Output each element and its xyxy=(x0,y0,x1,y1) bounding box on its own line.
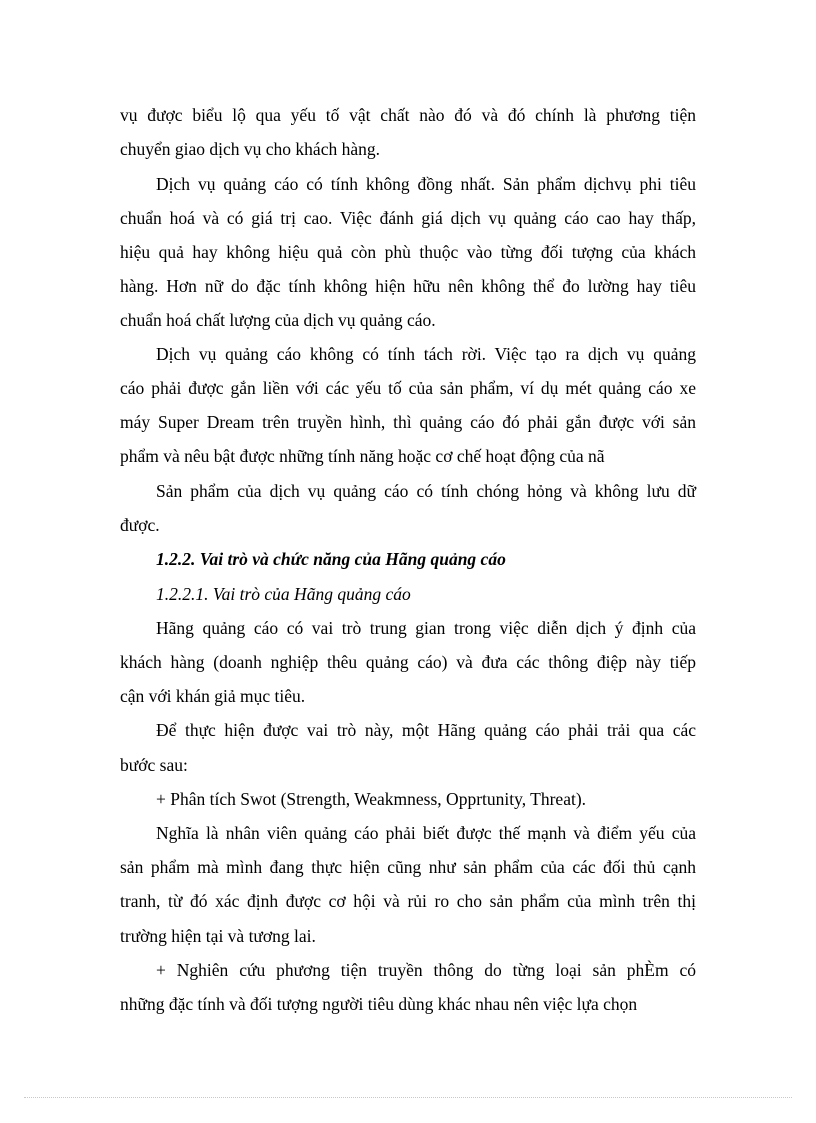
paragraph-line: tranh, từ đó xác định được cơ hội và rủi ro cho sản phẩm của mình trên thị xyxy=(120,891,696,911)
paragraph-line: Nghĩa là nhân viên quảng cáo phải biết được thế mạnh và điểm yếu của xyxy=(156,823,696,843)
paragraph-line: những đặc tính và đối tượng người tiêu dùng khác nhau nên việc lựa chọn xyxy=(120,994,638,1014)
paragraph-line: Hãng quảng cáo có vai trò trung gian trong việc diễn dịch ý định của xyxy=(156,618,696,638)
paragraph-line: vụ được biểu lộ qua yếu tố vật chất nào đó và đó chính là phương tiện xyxy=(120,105,696,125)
subsection-heading: 1.2.2.1. Vai trò của Hãng quảng cáo xyxy=(156,584,411,604)
paragraph-line: chuẩn hoá và có giá trị cao. Việc đánh giá dịch vụ quảng cáo cao hay thấp, xyxy=(120,208,696,228)
paragraph-line: cáo phải được gắn liền với các yếu tố của sản phẩm, ví dụ mét quảng cáo xe xyxy=(120,378,696,398)
paragraph-line: Để thực hiện được vai trò này, một Hãng quảng cáo phải trải qua các xyxy=(156,720,696,740)
paragraph-line: phẩm và nêu bật được những tính năng hoặc cơ chế hoạt động của nã xyxy=(120,446,605,466)
paragraph-line: hiệu quả hay không hiệu quả còn phù thuộc vào từng đối tượng của khách xyxy=(120,242,696,262)
bullet-line: + Phân tích Swot (Strength, Weakmness, Opprtunity, Threat). xyxy=(156,789,587,809)
paragraph-line: trường hiện tại và tương lai. xyxy=(120,926,316,946)
paragraph-line: sản phẩm mà mình đang thực hiện cũng như sản phẩm của các đối thủ cạnh xyxy=(120,857,696,877)
paragraph-line: chuyển giao dịch vụ cho khách hàng. xyxy=(120,139,380,159)
paragraph-line: Dịch vụ quảng cáo không có tính tách rời. Việc tạo ra dịch vụ quảng xyxy=(156,344,696,364)
paragraph-line: Sản phẩm của dịch vụ quảng cáo có tính chóng hỏng và không lưu dữ xyxy=(156,481,696,501)
paragraph-line: bước sau: xyxy=(120,755,188,775)
paragraph-line: Dịch vụ quảng cáo có tính không đồng nhất. Sản phẩm dịchvụ phi tiêu xyxy=(156,174,696,194)
paragraph-line: chuẩn hoá chất lượng của dịch vụ quảng cáo. xyxy=(120,310,436,330)
paragraph-line: máy Super Dream trên truyền hình, thì quảng cáo đó phải gắn được với sản xyxy=(120,412,696,432)
paragraph-line: cận với khán giả mục tiêu. xyxy=(120,686,306,706)
page-footer-divider xyxy=(24,1097,792,1098)
paragraph-line: khách hàng (doanh nghiệp thêu quảng cáo) và đưa các thông điệp này tiếp xyxy=(120,652,696,672)
paragraph-line: được. xyxy=(120,515,160,535)
paragraph-line: hàng. Hơn nữ do đặc tính không hiện hữu nên không thể đo lường hay tiêu xyxy=(120,276,696,296)
bullet-line: + Nghiên cứu phương tiện truyền thông do từng loại sản phÈm có xyxy=(156,960,696,980)
section-heading: 1.2.2. Vai trò và chức năng của Hãng quảng cáo xyxy=(156,549,506,569)
